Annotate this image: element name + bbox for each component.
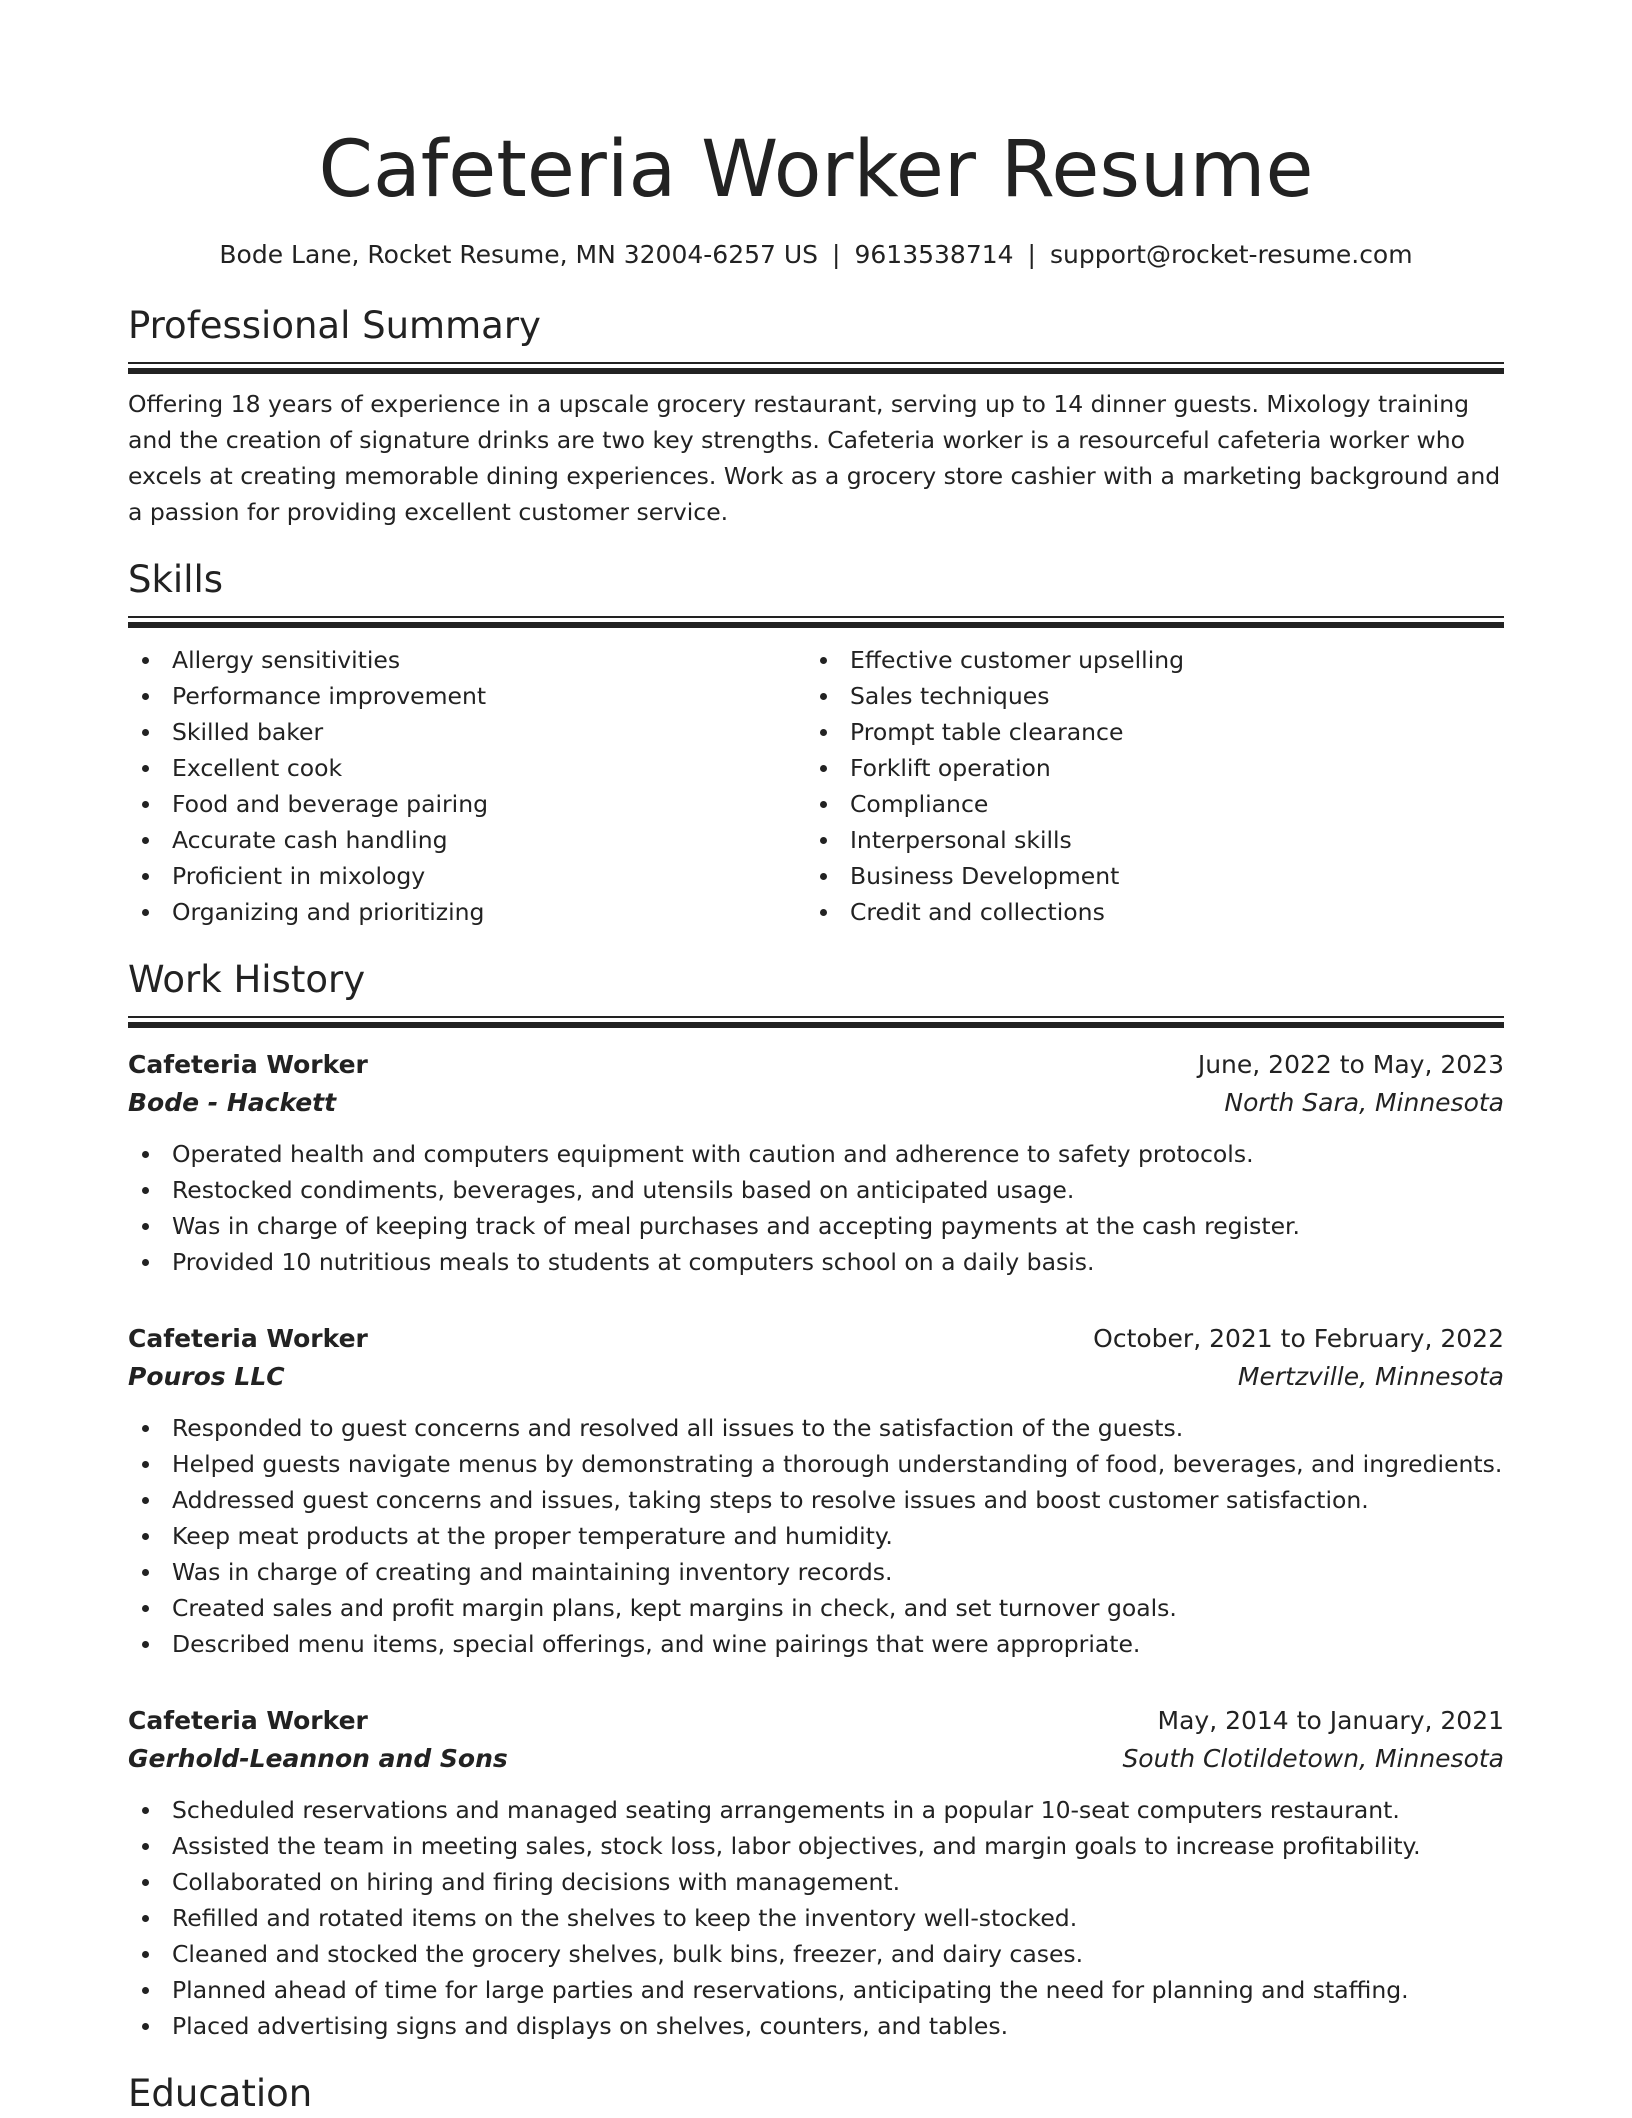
education-heading: Education bbox=[128, 2072, 313, 2115]
job-company-row bbox=[128, 1740, 1504, 1778]
skills-list-right bbox=[806, 642, 1484, 930]
job-duty: Keep meat products at the proper temperature and humidity. bbox=[128, 1518, 1504, 1554]
job-company: Bode - Hackett bbox=[128, 1088, 337, 1117]
section-divider bbox=[128, 616, 1504, 628]
skill-item: Organizing and prioritizing bbox=[128, 894, 806, 930]
job-entry bbox=[128, 1702, 1504, 2044]
job-duty: Was in charge of keeping track of meal purchases and accepting payments at the cash register. bbox=[128, 1208, 1504, 1244]
job-header-row bbox=[128, 1702, 1504, 1740]
skill-item: Performance improvement bbox=[128, 678, 806, 714]
work-history-heading: Work History bbox=[128, 958, 366, 1001]
contact-separator: | bbox=[832, 240, 841, 269]
skill-item: Skilled baker bbox=[128, 714, 806, 750]
skill-item: Food and beverage pairing bbox=[128, 786, 806, 822]
skills-list-left bbox=[128, 642, 806, 930]
job-duties bbox=[128, 1136, 1504, 1280]
skill-item: Prompt table clearance bbox=[806, 714, 1484, 750]
contact-separator: | bbox=[1027, 240, 1036, 269]
job-company: Pouros LLC bbox=[128, 1362, 285, 1391]
job-title: Cafeteria Worker bbox=[128, 1050, 368, 1079]
summary-heading: Professional Summary bbox=[128, 304, 541, 347]
skill-item: Credit and collections bbox=[806, 894, 1484, 930]
skill-item: Interpersonal skills bbox=[806, 822, 1484, 858]
job-duty: Operated health and computers equipment with caution and adherence to safety protocols. bbox=[128, 1136, 1504, 1172]
contact-email: support@rocket-resume.com bbox=[1049, 240, 1413, 269]
job-duty: Responded to guest concerns and resolved all issues to the satisfaction of the guests. bbox=[128, 1410, 1504, 1446]
job-duty: Addressed guest concerns and issues, taking steps to resolve issues and boost customer satisfaction. bbox=[128, 1482, 1504, 1518]
job-duty: Planned ahead of time for large parties and reservations, anticipating the need for planning and staffing. bbox=[128, 1972, 1504, 2008]
document-title: Cafeteria Worker Resume bbox=[318, 125, 1314, 215]
section-divider bbox=[128, 362, 1504, 374]
job-header-row bbox=[128, 1320, 1504, 1358]
job-location: Mertzville, Minnesota bbox=[1237, 1362, 1504, 1391]
job-location: North Sara, Minnesota bbox=[1224, 1088, 1504, 1117]
job-header-row bbox=[128, 1046, 1504, 1084]
job-dates: June, 2022 to May, 2023 bbox=[1197, 1050, 1504, 1079]
job-duty: Helped guests navigate menus by demonstrating a thorough understanding of food, beverages, and ingredients. bbox=[128, 1446, 1504, 1482]
skill-item: Accurate cash handling bbox=[128, 822, 806, 858]
work-history-section bbox=[128, 956, 1504, 2044]
resume-page bbox=[128, 120, 1504, 2118]
skill-item: Forklift operation bbox=[806, 750, 1484, 786]
skill-item: Proficient in mixology bbox=[128, 858, 806, 894]
job-location: South Clotildetown, Minnesota bbox=[1122, 1744, 1504, 1773]
job-duty: Described menu items, special offerings, and wine pairings that were appropriate. bbox=[128, 1626, 1504, 1662]
job-duties bbox=[128, 1792, 1504, 2044]
section-divider bbox=[128, 1016, 1504, 1028]
summary-text: Offering 18 years of experience in a upscale grocery restaurant, serving up to 14 dinner guests. Mixology training and the creation of signature drinks are two key strengths. Cafeteria worker is a resourceful cafeteria worker who excels at creating memorable dining experiences. Work as a grocery store cashier with a marketing background and a passion for providing excellent customer service. bbox=[128, 390, 1501, 526]
job-company-row bbox=[128, 1084, 1504, 1122]
job-entry bbox=[128, 1320, 1504, 1662]
job-title: Cafeteria Worker bbox=[128, 1324, 368, 1353]
job-duty: Restocked condiments, beverages, and utensils based on anticipated usage. bbox=[128, 1172, 1504, 1208]
skill-item: Compliance bbox=[806, 786, 1484, 822]
job-company-row bbox=[128, 1358, 1504, 1396]
job-duty: Cleaned and stocked the grocery shelves, bulk bins, freezer, and dairy cases. bbox=[128, 1936, 1504, 1972]
job-duty: Collaborated on hiring and firing decisions with management. bbox=[128, 1864, 1504, 1900]
summary-section bbox=[128, 302, 1504, 530]
job-duty: Refilled and rotated items on the shelves to keep the inventory well-stocked. bbox=[128, 1900, 1504, 1936]
job-duty: Provided 10 nutritious meals to students at computers school on a daily basis. bbox=[128, 1244, 1504, 1280]
skills-columns bbox=[128, 642, 1504, 930]
skill-item: Business Development bbox=[806, 858, 1484, 894]
skills-heading: Skills bbox=[128, 558, 224, 601]
job-company: Gerhold-Leannon and Sons bbox=[128, 1744, 508, 1773]
job-title: Cafeteria Worker bbox=[128, 1706, 368, 1735]
job-duty: Placed advertising signs and displays on shelves, counters, and tables. bbox=[128, 2008, 1504, 2044]
job-duties bbox=[128, 1410, 1504, 1662]
contact-phone: 9613538714 bbox=[854, 240, 1014, 269]
skills-section bbox=[128, 556, 1504, 930]
contact-line bbox=[128, 238, 1504, 272]
job-dates: October, 2021 to February, 2022 bbox=[1093, 1324, 1504, 1353]
skill-item: Sales techniques bbox=[806, 678, 1484, 714]
job-duty: Created sales and profit margin plans, kept margins in check, and set turnover goals. bbox=[128, 1590, 1504, 1626]
contact-address: Bode Lane, Rocket Resume, MN 32004-6257 US bbox=[219, 240, 819, 269]
skill-item: Allergy sensitivities bbox=[128, 642, 806, 678]
job-duty: Assisted the team in meeting sales, stock loss, labor objectives, and margin goals to increase profitability. bbox=[128, 1828, 1504, 1864]
skill-item: Effective customer upselling bbox=[806, 642, 1484, 678]
skill-item: Excellent cook bbox=[128, 750, 806, 786]
job-duty: Was in charge of creating and maintaining inventory records. bbox=[128, 1554, 1504, 1590]
job-duty: Scheduled reservations and managed seating arrangements in a popular 10-seat computers restaurant. bbox=[128, 1792, 1504, 1828]
job-dates: May, 2014 to January, 2021 bbox=[1157, 1706, 1504, 1735]
job-entry bbox=[128, 1046, 1504, 1280]
